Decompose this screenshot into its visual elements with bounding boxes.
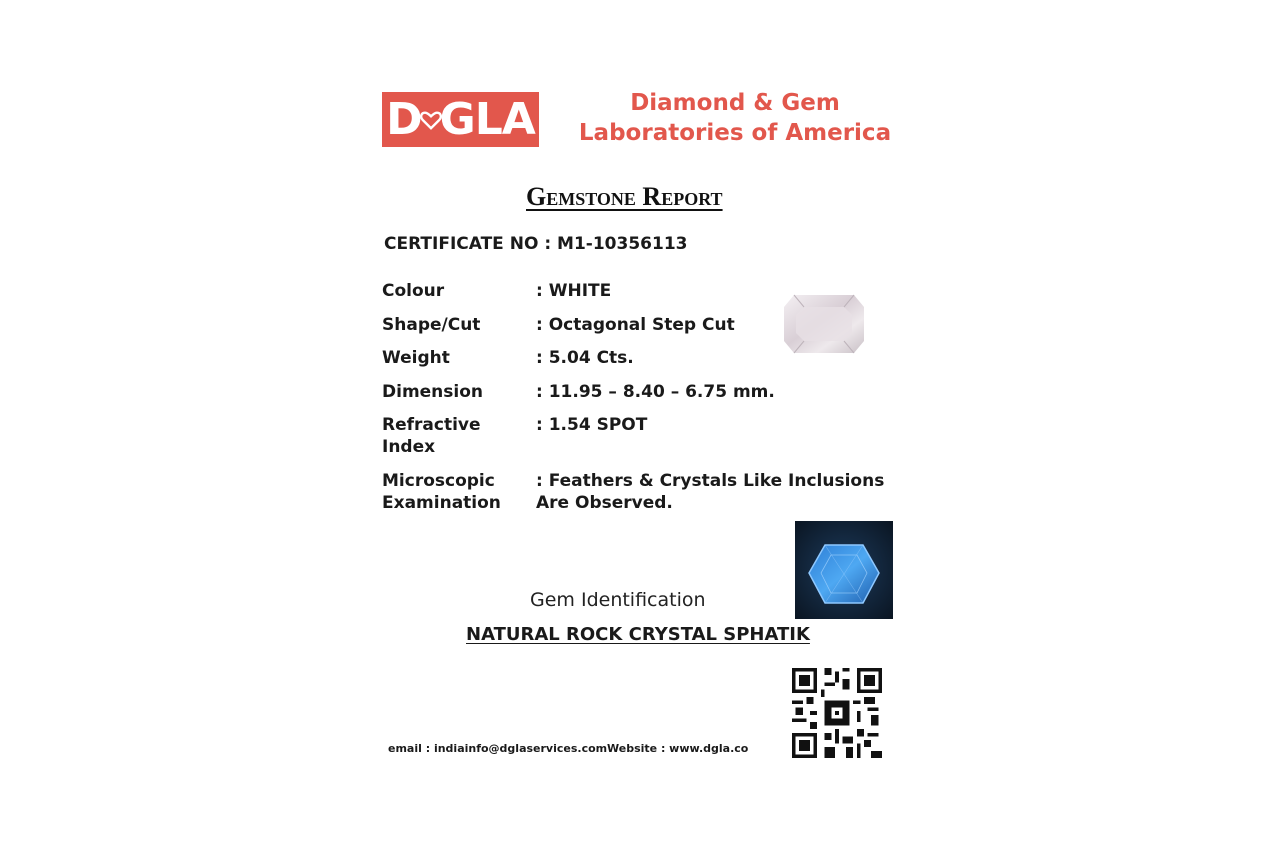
lab-name-line1: Diamond & Gem	[630, 90, 840, 116]
property-row-microscopic	[382, 470, 886, 514]
certificate-label: CERTIFICATE NO	[384, 234, 539, 254]
certificate-number: M1-10356113	[557, 234, 688, 254]
lab-name	[560, 88, 910, 148]
property-value: : 11.95 – 8.40 – 6.75 mm.	[536, 381, 775, 402]
certificate-separator: :	[544, 234, 558, 254]
property-label: Colour	[382, 281, 445, 301]
property-row-refractive-index	[382, 414, 886, 458]
qr-code[interactable]	[792, 668, 882, 758]
gem-identification-label: Gem Identification	[530, 589, 706, 611]
property-label: Shape/Cut	[382, 314, 481, 335]
security-hologram	[795, 521, 893, 619]
property-label: Dimension	[382, 381, 484, 402]
logo-letters-gla: GLA	[439, 94, 535, 145]
property-value: : WHITE	[536, 281, 612, 301]
lab-name-line2: Laboratories of America	[578, 120, 892, 146]
property-label: Refractive Index	[382, 415, 481, 457]
footer-website: Website : www.dgla.co	[607, 742, 749, 755]
report-title: Gemstone Report	[526, 182, 723, 211]
property-value: : 5.04 Cts.	[536, 348, 634, 368]
heart-icon	[420, 109, 442, 131]
dgla-logo	[382, 92, 539, 147]
property-value: : 1.54 SPOT	[536, 415, 648, 435]
logo-letter-d: D	[386, 94, 422, 145]
certificate-number-row	[384, 234, 687, 254]
property-label: Weight	[382, 348, 450, 368]
gemstone-photo	[782, 293, 866, 355]
footer-email: email : indiainfo@dglaservices.com	[388, 742, 608, 755]
property-row-dimension	[382, 381, 886, 403]
property-label: Microscopic Examination	[382, 470, 501, 513]
property-value: : Octagonal Step Cut	[536, 314, 735, 335]
property-value: : Feathers & Crystals Like Inclusions Are Observed.	[536, 470, 885, 513]
gem-identification-value: NATURAL ROCK CRYSTAL SPHATIK	[466, 624, 810, 645]
